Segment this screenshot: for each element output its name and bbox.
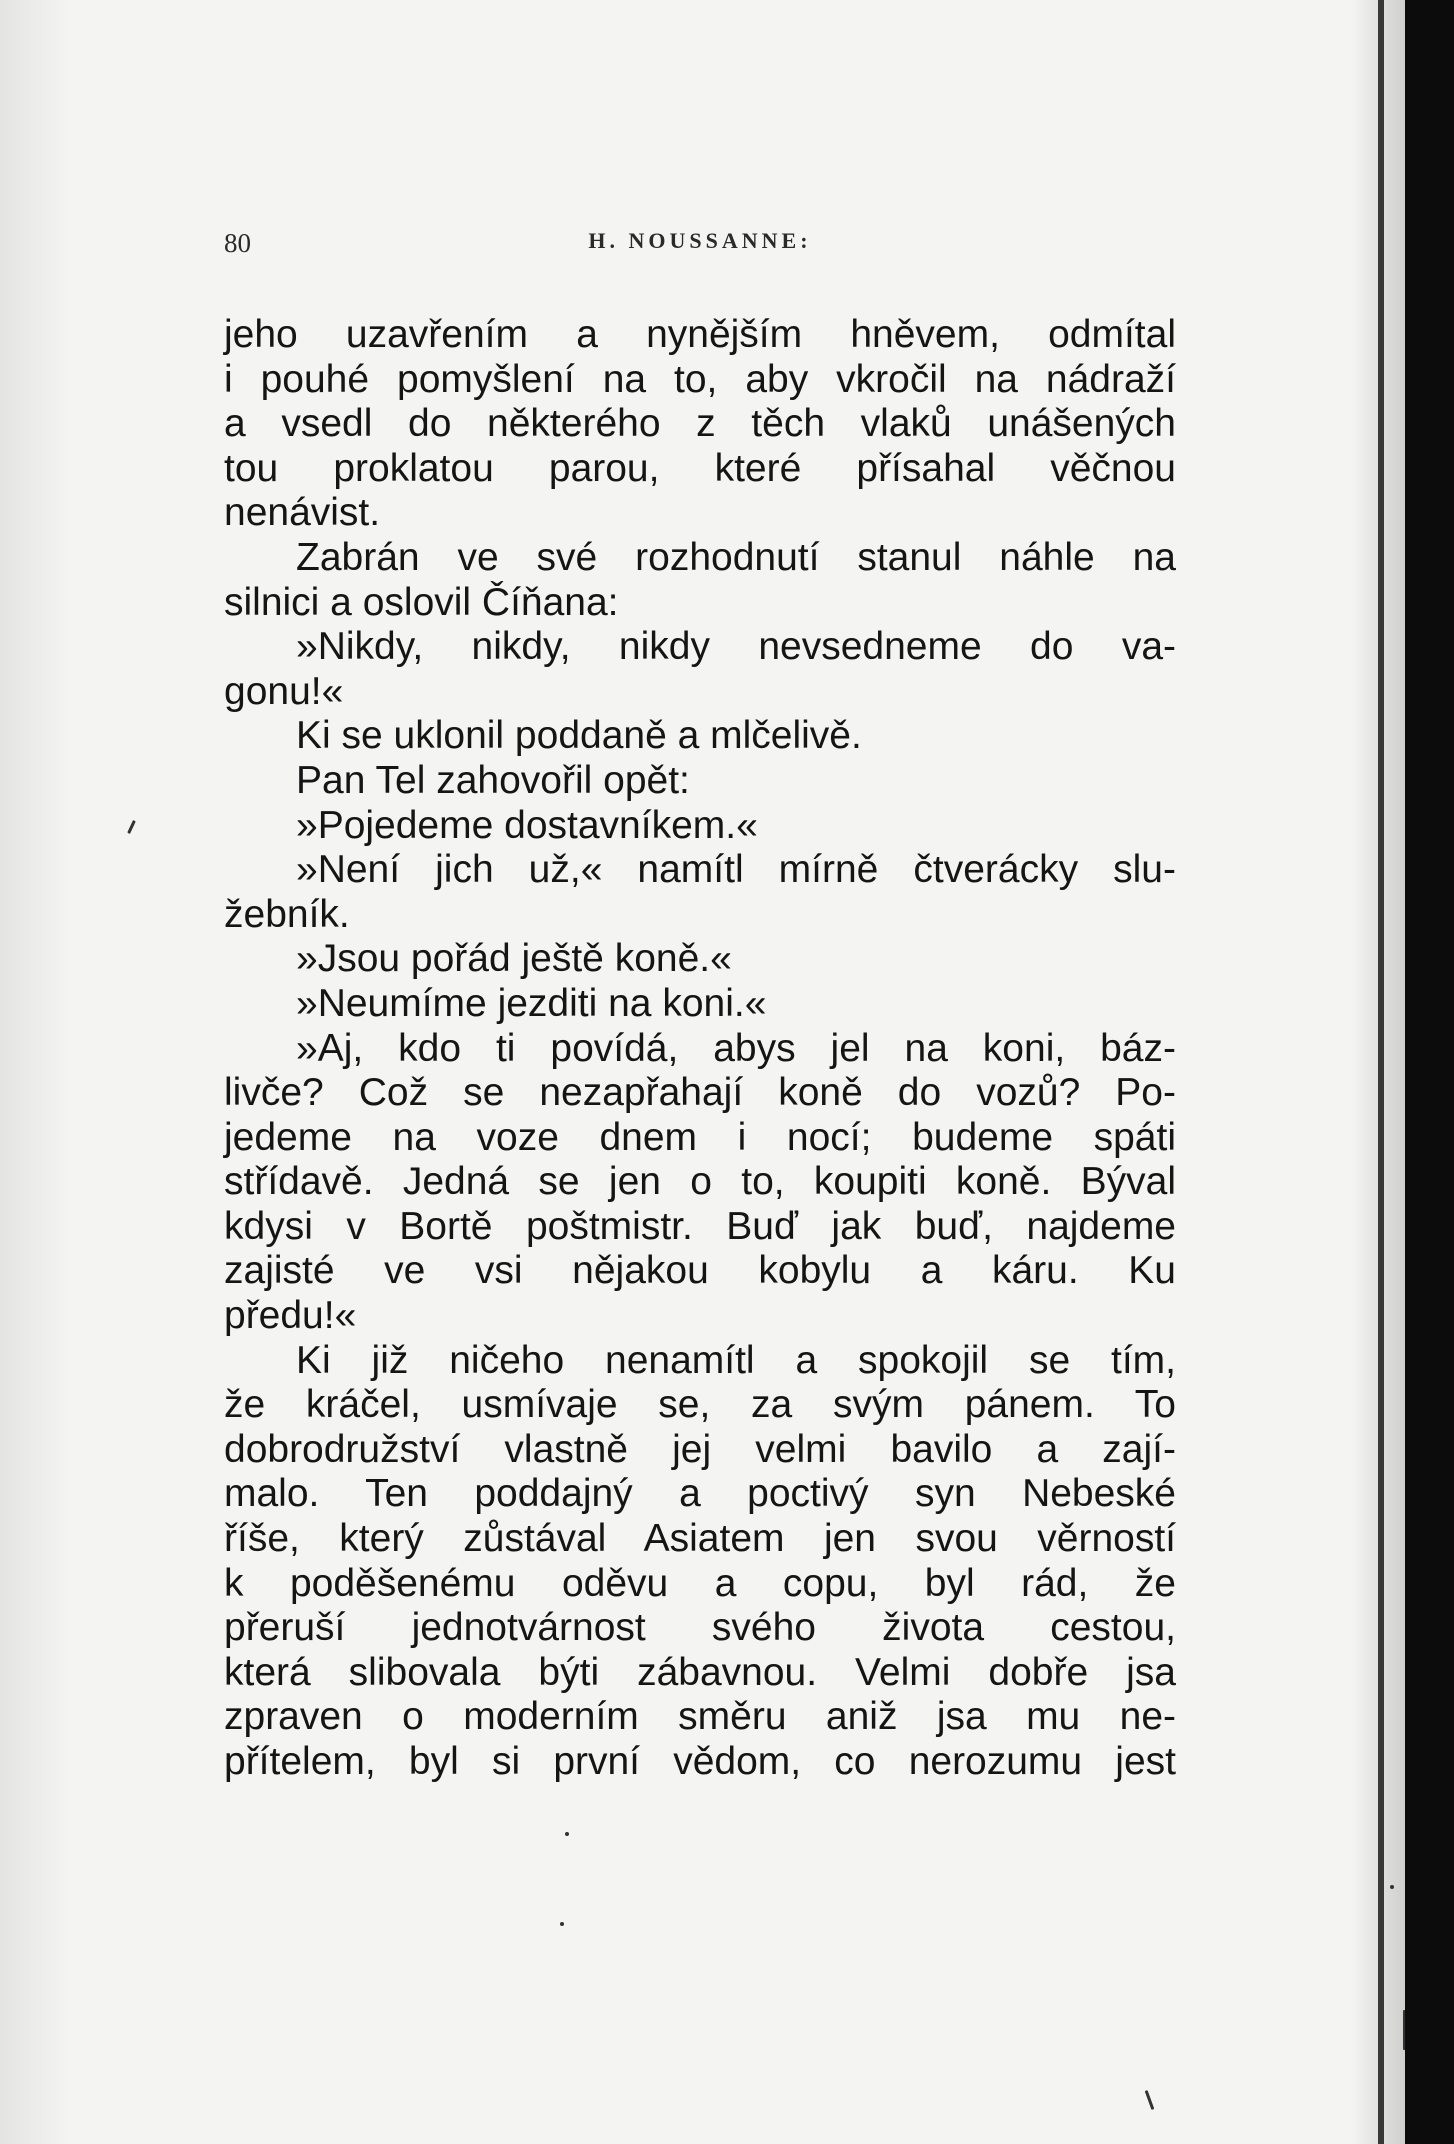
text-line: že kráčel, usmívaje se, za svým pánem. To xyxy=(224,1383,1176,1427)
running-head: H. NOUSSANNE: xyxy=(588,228,812,253)
text-line: předu!« xyxy=(224,1294,357,1338)
text-line: »Neumíme jezditi na koni.« xyxy=(296,981,767,1025)
page-edge-shading-left xyxy=(0,0,70,2144)
text-line: Ki již ničeho nenamítl a spokojil se tím, xyxy=(296,1338,1176,1382)
text-line: jeho uzavřením a nynějším hněvem, odmítal xyxy=(224,313,1176,356)
scan-speck xyxy=(1145,2090,1155,2110)
page-number: 80 xyxy=(224,228,251,258)
text-line: žebník. xyxy=(224,892,350,936)
text-line: přeruší jednotvárnost svého života cestou, xyxy=(224,1606,1176,1650)
text-line: »Jsou pořád ještě koně.« xyxy=(296,937,732,981)
text-line: kdysi v Bortě poštmistr. Buď jak buď, najdeme xyxy=(224,1204,1176,1248)
binding-shadow xyxy=(1405,0,1454,2144)
text-line: jedeme na voze dnem i nocí; budeme spáti xyxy=(224,1115,1176,1159)
text-line: která slibovala býti zábavnou. Velmi dobře jsa xyxy=(224,1650,1176,1694)
binding-strip xyxy=(1378,0,1384,2144)
text-line: Zabrán ve své rozhodnutí stanul náhle na xyxy=(296,535,1176,579)
text-line: i pouhé pomyšlení na to, aby vkročil na nádraží xyxy=(224,357,1176,401)
text-line: »Pojedeme dostavníkem.« xyxy=(296,803,758,847)
text-line: dobrodružství vlastně jej velmi bavilo a zají- xyxy=(224,1427,1176,1471)
body-text xyxy=(224,313,1176,1785)
page-header xyxy=(224,228,1176,268)
text-line: »Aj, kdo ti povídá, abys jel na koni, báz- xyxy=(296,1026,1176,1070)
text-line: říše, který zůstával Asiatem jen svou věrností xyxy=(224,1517,1176,1561)
text-line: gonu!« xyxy=(224,669,344,713)
text-line: »Nikdy, nikdy, nikdy nevsedneme do va- xyxy=(296,625,1176,669)
text-line: tou proklatou parou, které přísahal věčnou xyxy=(224,446,1176,490)
text-line: »Není jich už,« namítl mírně čtverácky slu- xyxy=(296,848,1176,892)
text-line: silnici a oslovil Číňana: xyxy=(224,580,619,624)
text-line: Ki se uklonil poddaně a mlčelivě. xyxy=(296,714,862,758)
scan-speck xyxy=(1390,1885,1394,1889)
text-line: livče? Což se nezapřahají koně do vozů? Po- xyxy=(224,1071,1176,1115)
text-line: zpraven o moderním směru aniž jsa mu ne- xyxy=(224,1695,1176,1739)
text-line: Pan Tel zahovořil opět: xyxy=(296,758,690,802)
scan-speck xyxy=(127,820,136,834)
text-line: malo. Ten poddajný a poctivý syn Nebeské xyxy=(224,1472,1176,1516)
text-line: k poděšenému oděvu a copu, byl rád, že xyxy=(224,1561,1176,1605)
scan-speck xyxy=(560,1922,564,1926)
text-line: a vsedl do některého z těch vlaků unášených xyxy=(224,402,1176,446)
text-line: střídavě. Jedná se jen o to, koupiti koně. Býval xyxy=(224,1160,1176,1204)
text-line: zajisté ve vsi nějakou kobylu a káru. Ku xyxy=(224,1249,1176,1293)
text-line: nenávist. xyxy=(224,491,381,535)
text-line: přítelem, byl si první vědom, co nerozumu jest xyxy=(224,1740,1176,1783)
scan-speck xyxy=(565,1832,569,1836)
